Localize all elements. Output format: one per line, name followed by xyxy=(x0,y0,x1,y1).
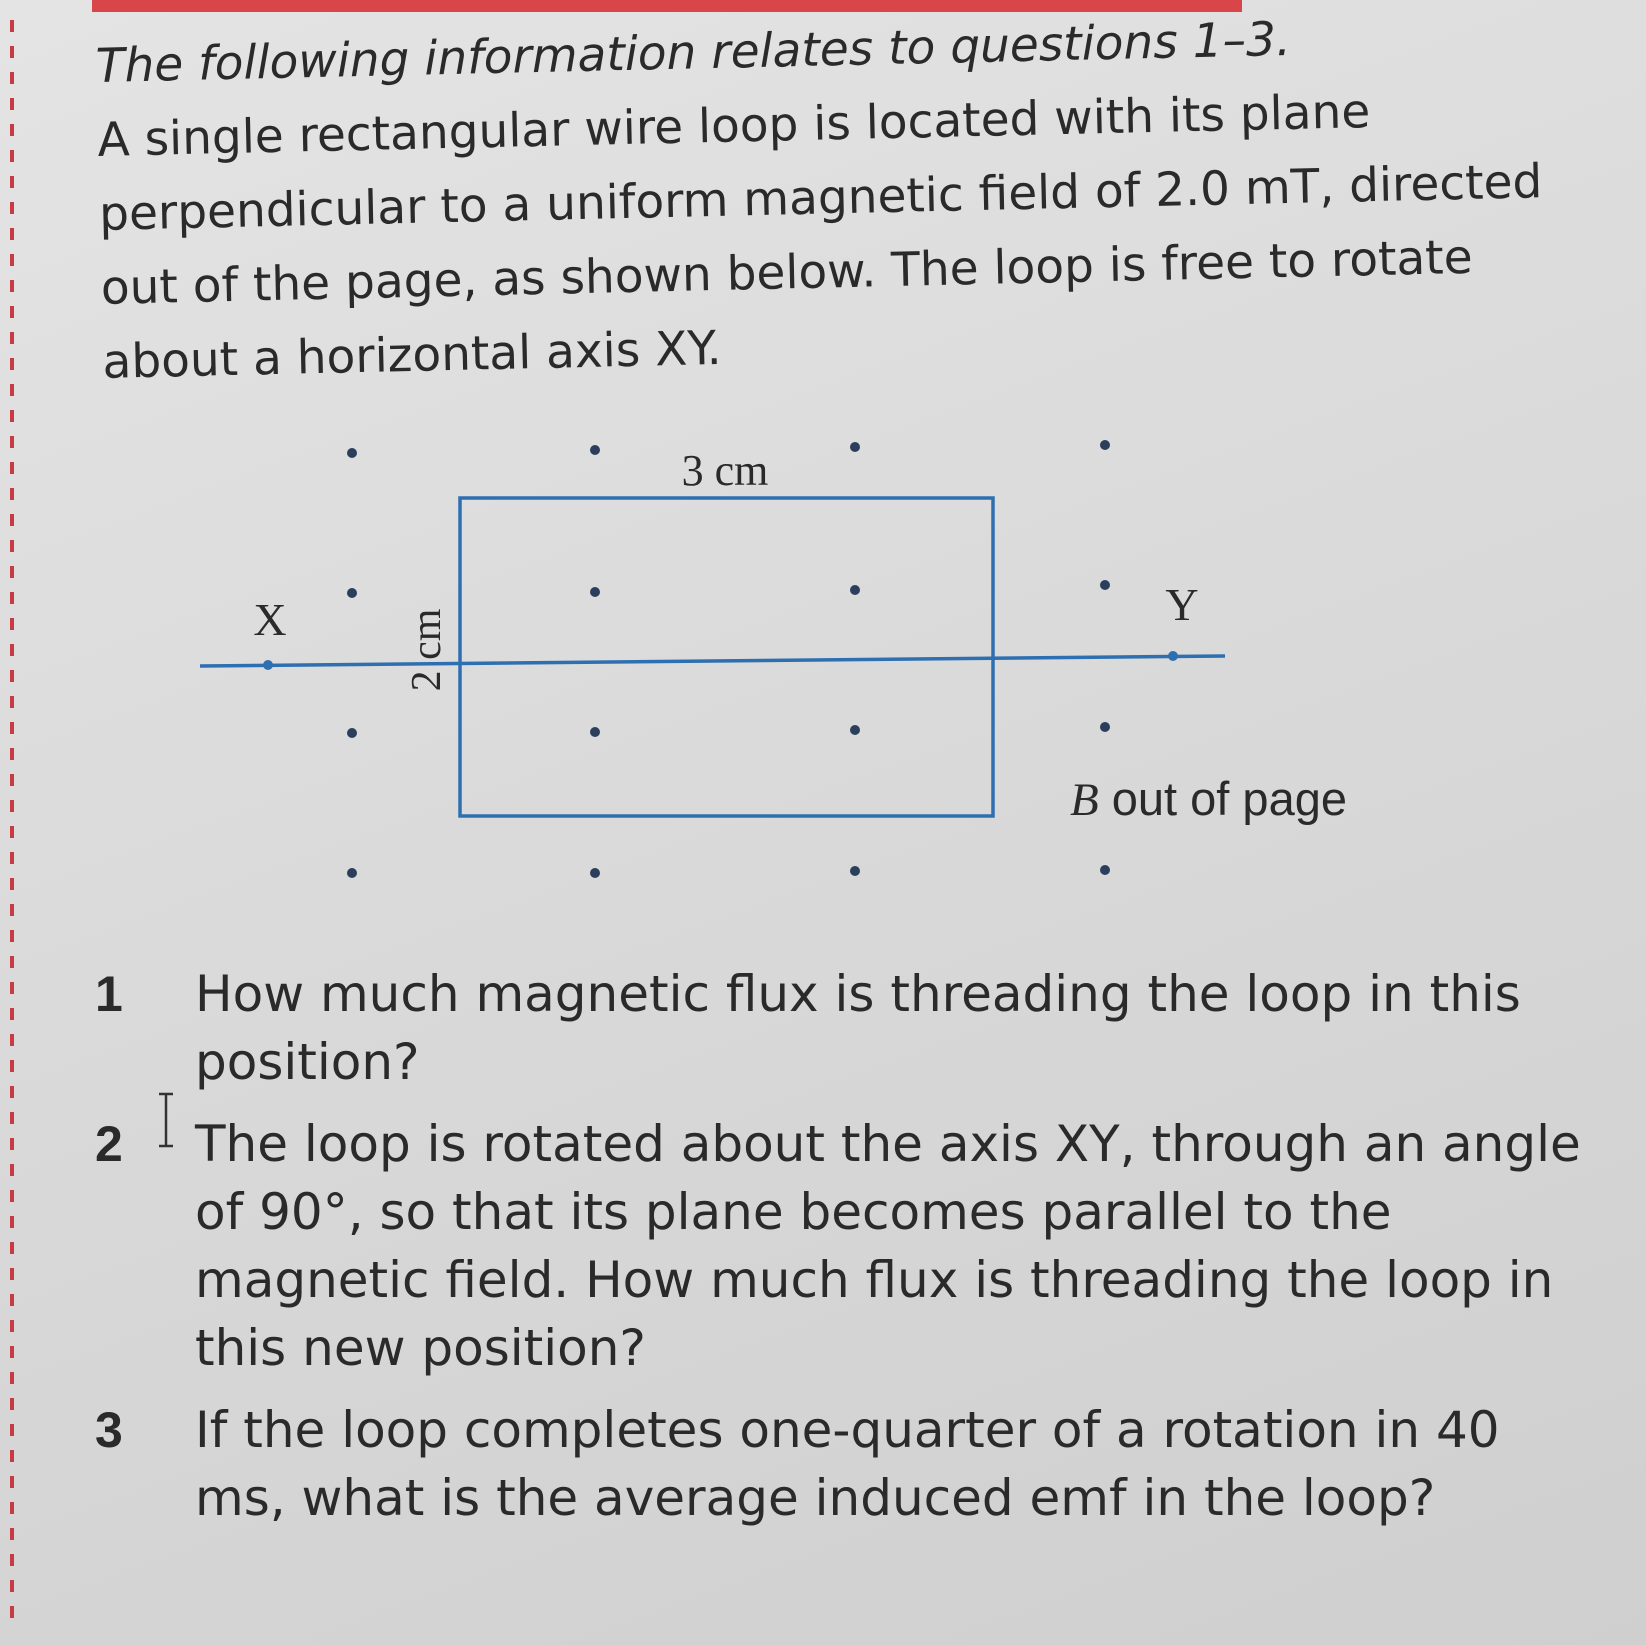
field-dot xyxy=(1100,440,1110,450)
field-dot xyxy=(1100,722,1110,732)
field-symbol: B xyxy=(1070,774,1099,826)
intro-block xyxy=(95,0,1583,400)
field-direction-label xyxy=(1070,772,1347,826)
field-dot xyxy=(590,727,600,737)
margin-dashed-line xyxy=(10,20,14,1630)
field-dot xyxy=(347,588,357,598)
field-dot xyxy=(347,728,357,738)
question-number: 1 xyxy=(95,966,123,1022)
axis-label-y: Y xyxy=(1165,579,1199,630)
axis-end-y xyxy=(1168,651,1178,661)
field-dot xyxy=(347,868,357,878)
question-item xyxy=(95,1110,1595,1382)
text-cursor-icon xyxy=(155,1090,177,1150)
field-dot xyxy=(850,866,860,876)
field-dot xyxy=(850,585,860,595)
field-dot xyxy=(1100,580,1110,590)
rotation-axis xyxy=(200,656,1225,666)
field-dot xyxy=(1100,865,1110,875)
field-dot xyxy=(850,442,860,452)
intro-lead: The following information relates to questions 1–3. xyxy=(95,11,1292,94)
question-number: 3 xyxy=(95,1402,123,1458)
question-item xyxy=(95,960,1595,1096)
intro-body: A single rectangular wire loop is located with its plane perpendicular to a uniform magnetic field of 2.0 mT, directed out of the page, as shown below. The loop is free to rotate about a horizontal axis XY. xyxy=(96,84,1543,390)
field-dot xyxy=(590,868,600,878)
question-text: If the loop completes one-quarter of a rotation in 40 ms, what is the average induced emf in the loop? xyxy=(195,1401,1500,1527)
field-dot xyxy=(590,445,600,455)
question-text: How much magnetic flux is threading the loop in this position? xyxy=(195,965,1521,1091)
loop-height-label: 2 cm xyxy=(404,608,450,692)
loop-width-label: 3 cm xyxy=(681,446,769,495)
field-dot xyxy=(850,725,860,735)
loop-diagram-svg xyxy=(190,430,1470,940)
wire-loop xyxy=(460,498,993,816)
question-item xyxy=(95,1396,1595,1532)
field-direction-text: out of page xyxy=(1098,772,1347,825)
field-dot xyxy=(590,587,600,597)
field-dot xyxy=(347,448,357,458)
loop-diagram xyxy=(190,430,1470,940)
question-number: 2 xyxy=(95,1116,123,1172)
question-list xyxy=(95,960,1595,1546)
question-text: The loop is rotated about the axis XY, through an angle of 90°, so that its plane becomes parallel to the magnetic field. How much flux is threading the loop in this new position? xyxy=(195,1115,1581,1377)
axis-end-x xyxy=(263,660,273,670)
axis-label-x: X xyxy=(253,594,287,645)
